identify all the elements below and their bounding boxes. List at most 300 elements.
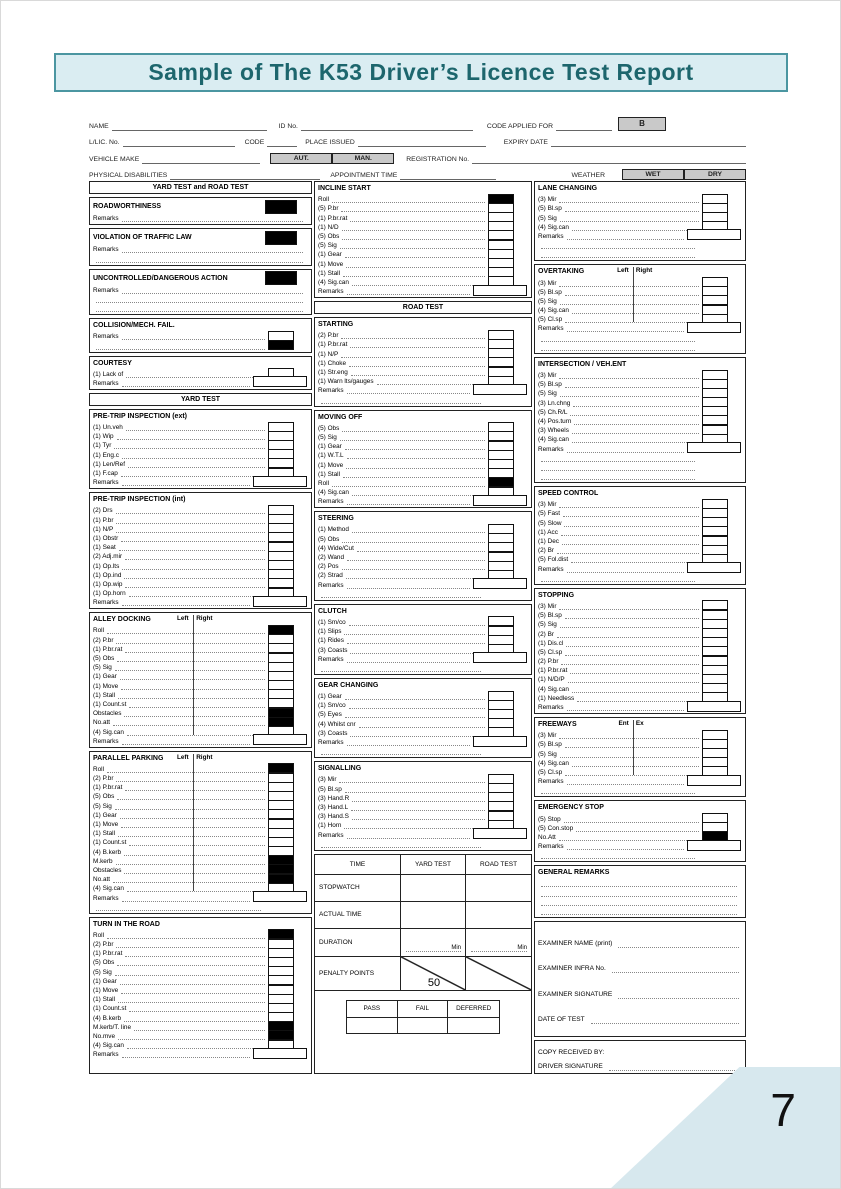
dotted-line[interactable] xyxy=(96,256,303,263)
dotted-line[interactable] xyxy=(541,242,695,249)
dotted-line[interactable] xyxy=(572,436,699,443)
dotted-line[interactable] xyxy=(347,832,470,839)
dotted-line[interactable] xyxy=(113,876,265,883)
dotted-line[interactable] xyxy=(347,387,470,394)
dotted-line[interactable] xyxy=(560,215,699,222)
dotted-line[interactable] xyxy=(541,464,695,471)
time-table-cell[interactable] xyxy=(401,875,466,902)
place-issued-field[interactable] xyxy=(358,139,486,147)
time-table-cell[interactable] xyxy=(401,902,466,929)
dotted-line[interactable] xyxy=(471,951,527,952)
dotted-line[interactable] xyxy=(115,969,265,976)
dotted-line[interactable] xyxy=(125,553,265,560)
dotted-line[interactable] xyxy=(116,637,265,644)
item-label: (3) Mir xyxy=(538,372,557,379)
dotted-line[interactable] xyxy=(346,261,485,268)
remarks-cell[interactable] xyxy=(687,775,741,786)
code-applied-label: CODE APPLIED FOR xyxy=(486,122,554,130)
dotted-line[interactable] xyxy=(343,270,485,277)
time-table-cell[interactable] xyxy=(466,957,531,991)
dotted-line[interactable] xyxy=(342,233,485,240)
dotted-line[interactable] xyxy=(96,904,261,911)
item-label: (1) P.br.rat xyxy=(318,214,348,222)
dotted-line[interactable] xyxy=(127,729,265,736)
result-header: DEFERRED xyxy=(448,1001,499,1018)
item-row xyxy=(318,450,528,459)
item-label: (1) Stall xyxy=(93,996,116,1004)
dotted-line[interactable] xyxy=(116,858,265,865)
dotted-line[interactable] xyxy=(559,603,699,610)
item-row xyxy=(93,819,308,828)
dotted-line[interactable] xyxy=(346,462,485,469)
dotted-line[interactable] xyxy=(564,816,699,823)
remarks-cell[interactable] xyxy=(253,734,307,745)
dotted-line[interactable] xyxy=(121,470,265,477)
remarks-label: Remarks xyxy=(93,215,119,223)
dotted-line[interactable] xyxy=(560,751,699,758)
remarks-cell[interactable] xyxy=(687,701,741,712)
dotted-line[interactable] xyxy=(122,452,265,459)
aut-option[interactable]: AUT. xyxy=(270,153,332,164)
remarks-row xyxy=(538,231,742,240)
remarks-cell[interactable] xyxy=(473,736,527,747)
signature-row xyxy=(538,934,742,948)
dotted-line[interactable] xyxy=(344,628,485,635)
dotted-line[interactable] xyxy=(350,341,485,348)
item-label: (2) P.br xyxy=(93,775,114,783)
item-label: (1) Stall xyxy=(93,830,116,838)
dotted-line[interactable] xyxy=(347,554,485,561)
item-row xyxy=(93,1031,308,1040)
dotted-line[interactable] xyxy=(359,721,485,728)
item-label: (2) Br xyxy=(538,547,554,555)
dotted-line[interactable] xyxy=(345,786,485,793)
dotted-line[interactable] xyxy=(541,575,695,582)
dotted-line[interactable] xyxy=(559,280,699,287)
dotted-line[interactable] xyxy=(567,778,684,785)
item-label: (1) Sm/co xyxy=(318,618,346,626)
dotted-line[interactable] xyxy=(541,908,737,915)
dotted-line[interactable] xyxy=(122,287,303,294)
dotted-line[interactable] xyxy=(117,433,265,440)
dotted-line[interactable] xyxy=(341,205,485,212)
dotted-line[interactable] xyxy=(565,612,699,619)
dotted-line[interactable] xyxy=(349,702,485,709)
dotted-line[interactable] xyxy=(115,664,265,671)
remarks-cell[interactable] xyxy=(253,891,307,902)
id-no-field[interactable] xyxy=(301,123,473,131)
item-row xyxy=(538,619,742,628)
dotted-line[interactable] xyxy=(342,536,485,543)
dotted-line[interactable] xyxy=(342,224,485,231)
dotted-line[interactable] xyxy=(125,646,265,653)
dotted-line[interactable] xyxy=(560,621,699,628)
item-label: (5) Cl.sp xyxy=(538,648,563,656)
dotted-line[interactable] xyxy=(567,704,684,711)
item-row xyxy=(93,764,308,773)
item-label: (2) P.br xyxy=(318,332,339,340)
time-table-cell[interactable] xyxy=(466,902,531,929)
dotted-line[interactable] xyxy=(559,501,699,508)
remarks-cell[interactable] xyxy=(253,476,307,487)
dotted-line[interactable] xyxy=(572,760,699,767)
dotted-line[interactable] xyxy=(541,787,695,794)
dotted-line[interactable] xyxy=(124,710,265,717)
check-cell-filled[interactable] xyxy=(268,340,294,350)
dotted-line[interactable] xyxy=(96,343,265,350)
dotted-line[interactable] xyxy=(346,572,485,579)
dotted-line[interactable] xyxy=(618,941,739,948)
section-title: CLUTCH xyxy=(318,607,347,615)
dotted-line[interactable] xyxy=(572,686,699,693)
item-label: M.kerb/T. line xyxy=(93,1023,131,1031)
remarks-cell[interactable] xyxy=(687,442,741,453)
dotted-line[interactable] xyxy=(118,1033,265,1040)
dotted-line[interactable] xyxy=(117,793,265,800)
dotted-line[interactable] xyxy=(120,978,265,985)
item-label: (1) Dec xyxy=(538,538,559,545)
dotted-line[interactable] xyxy=(566,640,699,647)
dotted-line[interactable] xyxy=(122,563,265,570)
dotted-line[interactable] xyxy=(541,473,695,480)
dotted-line[interactable] xyxy=(347,637,485,644)
dotted-line[interactable] xyxy=(567,566,684,573)
llic-field[interactable] xyxy=(123,139,235,147)
dotted-line[interactable] xyxy=(340,434,485,441)
dotted-line[interactable] xyxy=(345,251,485,258)
dotted-line[interactable] xyxy=(560,298,699,305)
dotted-line[interactable] xyxy=(557,547,699,554)
item-row xyxy=(93,579,308,588)
dotted-line[interactable] xyxy=(345,711,485,718)
dotted-line[interactable] xyxy=(96,296,303,303)
dotted-line[interactable] xyxy=(122,246,303,253)
dotted-line[interactable] xyxy=(344,822,485,829)
dotted-line[interactable] xyxy=(568,676,699,683)
remarks-cell[interactable] xyxy=(473,285,527,296)
dotted-line[interactable] xyxy=(349,619,485,626)
remarks-cell[interactable] xyxy=(473,578,527,589)
dotted-line[interactable] xyxy=(350,215,485,222)
dotted-line[interactable] xyxy=(541,852,695,859)
dotted-line[interactable] xyxy=(591,1017,739,1024)
dotted-line[interactable] xyxy=(126,424,265,431)
dotted-line[interactable] xyxy=(576,825,699,832)
dotted-line[interactable] xyxy=(122,215,303,222)
dotted-line[interactable] xyxy=(125,950,265,957)
dotted-line[interactable] xyxy=(321,591,481,598)
dotted-line[interactable] xyxy=(96,305,303,312)
signature-block xyxy=(534,921,746,1037)
dotted-line[interactable] xyxy=(107,932,265,939)
item-row xyxy=(318,203,528,212)
dry-option[interactable]: DRY xyxy=(684,169,746,180)
item-row xyxy=(318,240,528,249)
wet-option[interactable]: WET xyxy=(622,169,684,180)
signature-label: DRIVER SIGNATURE xyxy=(538,1063,603,1070)
dotted-line[interactable] xyxy=(122,1051,250,1058)
time-table-cell[interactable] xyxy=(401,929,466,957)
remarks-cell[interactable] xyxy=(687,322,741,333)
dotted-line[interactable] xyxy=(567,233,684,240)
remarks-cell[interactable] xyxy=(687,840,741,851)
dotted-line[interactable] xyxy=(342,425,485,432)
dotted-line[interactable] xyxy=(347,656,470,663)
dotted-line[interactable] xyxy=(129,590,265,597)
dotted-line[interactable] xyxy=(347,288,470,295)
remarks-cell[interactable] xyxy=(473,652,527,663)
registration-field[interactable] xyxy=(472,156,746,164)
item-row xyxy=(93,680,308,689)
man-option[interactable]: MAN. xyxy=(332,153,394,164)
dotted-line[interactable] xyxy=(128,461,265,468)
code-applied-field[interactable] xyxy=(556,123,612,131)
code-value-box[interactable]: B xyxy=(618,117,666,131)
dotted-line[interactable] xyxy=(352,489,485,496)
vehicle-make-field[interactable] xyxy=(142,156,260,164)
dotted-line[interactable] xyxy=(612,966,739,973)
dotted-line[interactable] xyxy=(557,631,699,638)
dotted-line[interactable] xyxy=(118,692,265,699)
item-label: (3) Mir xyxy=(538,732,557,740)
remarks-row xyxy=(93,378,308,387)
remarks-label: Remarks xyxy=(318,655,344,663)
dotted-line[interactable] xyxy=(345,693,485,700)
remarks-cell[interactable] xyxy=(473,384,527,395)
remarks-cell[interactable] xyxy=(473,495,527,506)
dotted-line[interactable] xyxy=(541,335,695,342)
dotted-line[interactable] xyxy=(561,658,699,665)
dotted-line[interactable] xyxy=(352,813,485,820)
dotted-line[interactable] xyxy=(609,1064,739,1071)
dotted-line[interactable] xyxy=(107,627,265,634)
dotted-line[interactable] xyxy=(341,351,485,358)
dotted-line[interactable] xyxy=(122,895,250,902)
dotted-line[interactable] xyxy=(577,695,699,702)
dotted-line[interactable] xyxy=(107,766,265,773)
check-cell-filled[interactable] xyxy=(265,271,297,285)
item-row xyxy=(538,508,742,517)
dotted-line[interactable] xyxy=(351,804,485,811)
dotted-line[interactable] xyxy=(321,841,481,848)
dotted-line[interactable] xyxy=(127,885,265,892)
dotted-line[interactable] xyxy=(572,427,699,434)
code-field[interactable] xyxy=(267,139,297,147)
item-label: (5) Fast xyxy=(538,510,561,518)
dotted-line[interactable] xyxy=(561,529,699,536)
name-field[interactable] xyxy=(112,123,267,131)
dotted-line[interactable] xyxy=(122,599,250,606)
dotted-line[interactable] xyxy=(349,360,485,367)
time-table-cell[interactable] xyxy=(466,875,531,902)
dotted-line[interactable] xyxy=(341,332,485,339)
dotted-line[interactable] xyxy=(347,582,470,589)
dotted-line[interactable] xyxy=(129,839,265,846)
dotted-line[interactable] xyxy=(122,380,250,387)
dotted-line[interactable] xyxy=(127,1042,265,1049)
dotted-line[interactable] xyxy=(541,899,737,906)
item-label: (5) Sig xyxy=(318,242,337,250)
dotted-line[interactable] xyxy=(125,581,265,588)
remarks-label: Remarks xyxy=(318,498,344,506)
dotted-line[interactable] xyxy=(129,701,265,708)
item-label: (4) Sig.can xyxy=(93,885,124,893)
dotted-line[interactable] xyxy=(567,325,684,332)
dotted-line[interactable] xyxy=(573,400,699,407)
dotted-line[interactable] xyxy=(114,442,265,449)
dotted-line[interactable] xyxy=(565,381,699,388)
dotted-line[interactable] xyxy=(116,526,265,533)
dotted-line[interactable] xyxy=(124,867,265,874)
dotted-line[interactable] xyxy=(406,951,461,952)
dotted-line[interactable] xyxy=(352,526,485,533)
dotted-line[interactable] xyxy=(571,556,699,563)
item-label: (5) Cl.sp xyxy=(538,316,563,324)
dotted-line[interactable] xyxy=(332,196,485,203)
result-cell[interactable] xyxy=(347,1018,398,1033)
item-row xyxy=(93,976,308,985)
dotted-line[interactable] xyxy=(559,834,699,841)
item-label: (5) Obs xyxy=(318,232,340,240)
remarks-cell[interactable] xyxy=(253,596,307,607)
dotted-line[interactable] xyxy=(321,397,481,404)
dotted-line[interactable] xyxy=(574,418,699,425)
remarks-label: Remarks xyxy=(538,325,564,333)
dotted-line[interactable] xyxy=(125,784,265,791)
dotted-line[interactable] xyxy=(572,224,699,231)
expiry-field[interactable] xyxy=(551,139,746,147)
section-violation-of-traffic-law xyxy=(89,228,312,265)
item-row xyxy=(318,330,528,339)
dotted-line[interactable] xyxy=(122,333,265,340)
dotted-line[interactable] xyxy=(559,372,699,379)
dotted-line[interactable] xyxy=(121,535,265,542)
dotted-line[interactable] xyxy=(122,738,250,745)
form-header xyxy=(89,114,746,180)
dotted-line[interactable] xyxy=(115,803,265,810)
dotted-line[interactable] xyxy=(124,849,265,856)
remarks-cell[interactable] xyxy=(253,376,307,387)
form-body xyxy=(89,181,746,1074)
dotted-line[interactable] xyxy=(340,242,485,249)
dotted-line[interactable] xyxy=(116,775,265,782)
dotted-line[interactable] xyxy=(129,1005,265,1012)
dotted-line[interactable] xyxy=(124,1015,265,1022)
item-row xyxy=(93,717,308,726)
item-label: (3) Hand.L xyxy=(318,803,349,811)
dotted-line[interactable] xyxy=(124,572,265,579)
dotted-line[interactable] xyxy=(117,959,265,966)
dotted-line[interactable] xyxy=(572,307,699,314)
check-cell-filled[interactable] xyxy=(265,231,297,245)
remarks-cell[interactable] xyxy=(473,828,527,839)
dotted-line[interactable] xyxy=(343,471,485,478)
dotted-row xyxy=(538,453,742,462)
item-row xyxy=(538,416,742,425)
dotted-line[interactable] xyxy=(570,409,699,416)
dotted-line[interactable] xyxy=(347,498,470,505)
remarks-cell[interactable] xyxy=(253,1048,307,1059)
dotted-line[interactable] xyxy=(118,830,265,837)
dotted-line[interactable] xyxy=(345,443,485,450)
dotted-line[interactable] xyxy=(121,987,265,994)
result-cell[interactable] xyxy=(448,1018,499,1033)
dotted-line[interactable] xyxy=(332,480,485,487)
dotted-line[interactable] xyxy=(570,667,699,674)
dotted-line[interactable] xyxy=(541,455,695,462)
remarks-cell[interactable] xyxy=(687,229,741,240)
dotted-line[interactable] xyxy=(116,507,265,514)
dotted-line[interactable] xyxy=(117,655,265,662)
item-label: No.mve xyxy=(93,1032,116,1040)
id-no-label: ID No. xyxy=(278,122,298,130)
dotted-line[interactable] xyxy=(134,1024,265,1031)
item-label: (5) Stop xyxy=(538,815,561,823)
dotted-line[interactable] xyxy=(347,739,470,746)
dotted-line[interactable] xyxy=(541,344,695,351)
dotted-line[interactable] xyxy=(116,517,265,524)
remarks-row xyxy=(538,563,742,572)
remarks-cell[interactable] xyxy=(687,562,741,573)
check-cell-filled[interactable] xyxy=(265,200,297,214)
time-table-cell[interactable] xyxy=(401,957,466,991)
dotted-line[interactable] xyxy=(559,732,699,739)
item-row xyxy=(93,671,308,680)
disabilities-field[interactable] xyxy=(170,172,320,180)
dotted-line[interactable] xyxy=(347,452,485,459)
time-and-result-tables xyxy=(314,854,532,1074)
dotted-line[interactable] xyxy=(116,941,265,948)
item-row xyxy=(318,423,528,432)
dotted-line[interactable] xyxy=(113,719,265,726)
dotted-line[interactable] xyxy=(118,996,265,1003)
dotted-line[interactable] xyxy=(565,649,699,656)
dotted-line[interactable] xyxy=(567,843,684,850)
dotted-line[interactable] xyxy=(541,890,737,897)
dotted-line[interactable] xyxy=(339,776,485,783)
dotted-line[interactable] xyxy=(541,880,737,887)
time-table-cell[interactable] xyxy=(466,929,531,957)
item-row xyxy=(318,367,528,376)
dotted-line[interactable] xyxy=(560,390,699,397)
item-row xyxy=(318,552,528,561)
dotted-line[interactable] xyxy=(565,205,699,212)
dotted-line[interactable] xyxy=(352,795,485,802)
dotted-line[interactable] xyxy=(564,520,699,527)
appointment-field[interactable] xyxy=(400,172,496,180)
dotted-line[interactable] xyxy=(321,665,481,672)
dotted-line[interactable] xyxy=(350,730,485,737)
dotted-line[interactable] xyxy=(126,371,265,378)
dotted-line[interactable] xyxy=(351,369,485,376)
dotted-line[interactable] xyxy=(563,510,699,517)
item-row xyxy=(93,985,308,994)
dotted-line[interactable] xyxy=(122,479,250,486)
dotted-line[interactable] xyxy=(562,538,699,545)
dotted-line[interactable] xyxy=(119,544,265,551)
dotted-line[interactable] xyxy=(541,251,695,258)
dotted-line[interactable] xyxy=(350,647,485,654)
dotted-line[interactable] xyxy=(567,446,684,453)
result-cell[interactable] xyxy=(398,1018,449,1033)
dotted-line[interactable] xyxy=(357,545,485,552)
dotted-line[interactable] xyxy=(352,279,485,286)
dotted-line[interactable] xyxy=(559,196,699,203)
dotted-line[interactable] xyxy=(618,992,739,999)
dotted-line[interactable] xyxy=(342,563,485,570)
dotted-line[interactable] xyxy=(377,378,485,385)
dotted-line[interactable] xyxy=(321,748,481,755)
